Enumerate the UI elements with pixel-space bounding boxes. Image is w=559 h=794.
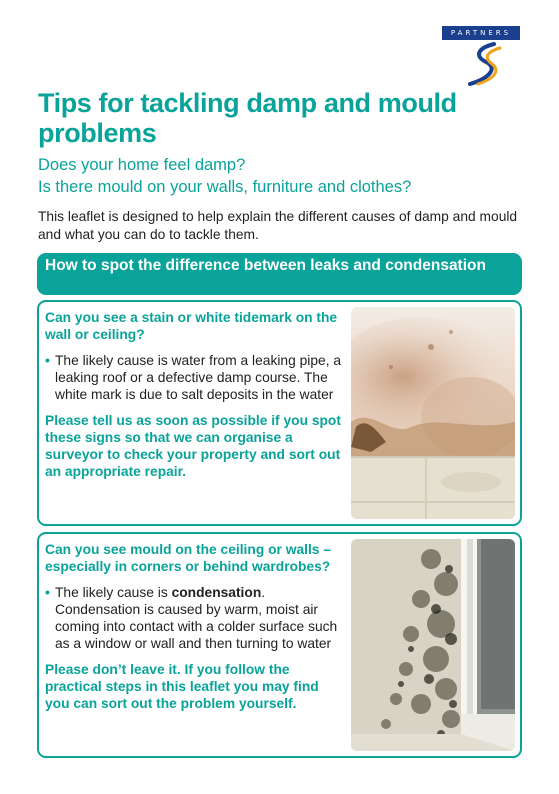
leak-info-text — [45, 309, 345, 480]
swoosh-icon — [464, 42, 504, 86]
damp-stain-photo — [351, 307, 515, 519]
page-title: Tips for tackling damp and mould problems — [38, 88, 457, 148]
leak-bullet-text: The likely cause is water from a leaking pipe, a leaking roof or a defective damp course. The white mark is due to salt deposits in the water — [55, 353, 342, 402]
bullet-bold-term: condensation — [171, 585, 262, 600]
leak-bullet — [45, 352, 345, 403]
bullet-suffix: . Condensation is caused by warm, moist air coming into contact with a colder surface such as a window or wall and then turning to water — [55, 585, 338, 651]
condensation-info-panel — [37, 532, 522, 758]
leak-info-panel — [37, 300, 522, 526]
bullet-prefix: The likely cause is — [55, 585, 172, 600]
condensation-info-text — [45, 541, 345, 712]
subtitle-line-2: Is there mould on your walls, furniture and clothes? — [38, 178, 412, 196]
bullet-icon: • — [45, 585, 50, 600]
logo-wordmark: PARTNERS — [442, 26, 520, 40]
condensation-bullet-text — [55, 584, 345, 652]
leak-question: Can you see a stain or white tidemark on the wall or ceiling? — [45, 310, 338, 342]
condensation-bullet — [45, 584, 345, 652]
section-banner: How to spot the difference between leaks and condensation — [37, 253, 522, 295]
condensation-question: Can you see mould on the ceiling or walls – especially in corners or behind wardrobes? — [45, 542, 331, 574]
partners-logo — [442, 26, 520, 86]
mould-window-photo — [351, 539, 515, 751]
condensation-note: Please don’t leave it. If you follow the practical steps in this leaflet you may find you can sort out the problem yourself. — [45, 662, 319, 711]
subtitle-line-1: Does your home feel damp? — [38, 156, 246, 174]
bullet-icon: • — [45, 353, 50, 368]
leak-note: Please tell us as soon as possible if you spot these signs so that we can organise a surveyor to check your property and sort out an appropriate repair. — [45, 413, 341, 479]
intro-paragraph: This leaflet is designed to help explain the different causes of damp and mould and what you can do to tackle them. — [38, 209, 518, 242]
page-subtitle — [38, 154, 528, 198]
